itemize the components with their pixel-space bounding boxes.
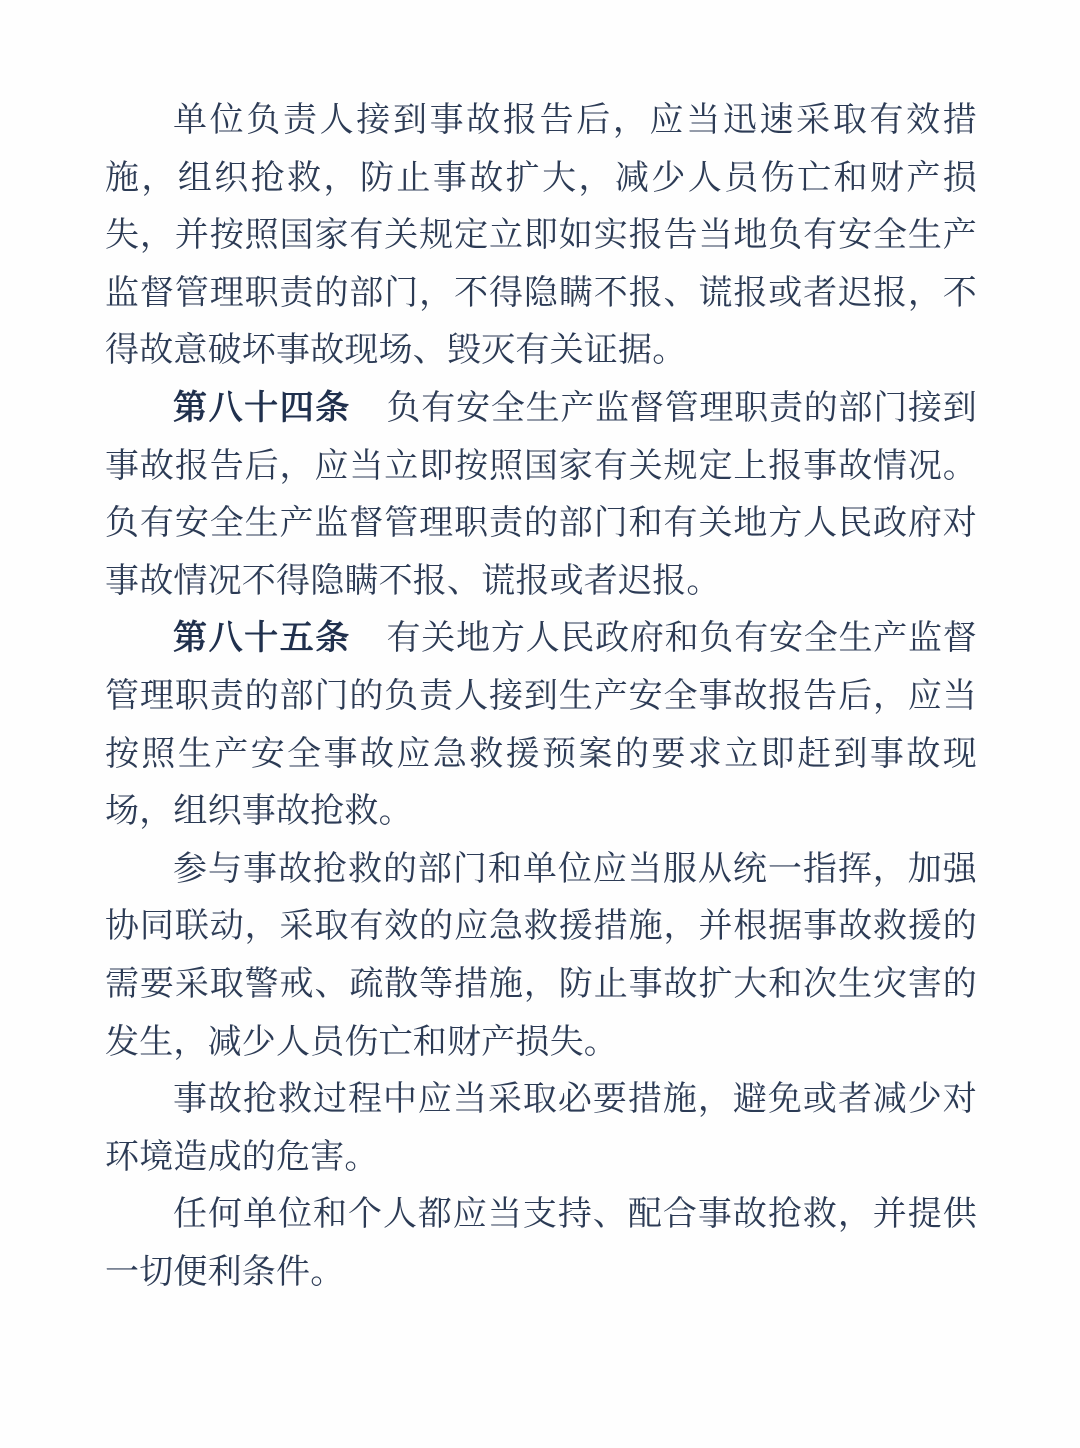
paragraph-text: 任何单位和个人都应当支持、配合事故抢救，并提供一切便利条件。 xyxy=(105,1196,977,1291)
paragraph xyxy=(105,841,977,1071)
paragraph-text: 负有安全生产监督管理职责的部门接到事故报告后，应当立即按照国家有关规定上报事故情况。负有安全生产监督管理职责的部门和有关地方人民政府对事故情况不得隐瞒不报、谎报或者迟报。 xyxy=(105,389,978,600)
paragraph-text: 单位负责人接到事故报告后，应当迅速采取有效措施，组织抢救，防止事故扩大，减少人员伤亡和财产损失，并按照国家有关规定立即如实报告当地负有安全生产监督管理职责的部门，不得隐瞒不报、谎报或者迟报，不得故意破坏事故现场、毁灭有关证据。 xyxy=(105,102,977,370)
paragraph-text: 事故抢救过程中应当采取必要措施，避免或者减少对环境造成的危害。 xyxy=(105,1081,977,1176)
document-text-block xyxy=(105,92,977,1301)
paragraph-text: 参与事故抢救的部门和单位应当服从统一指挥，加强协同联动，采取有效的应急救援措施，并根据事故救援的需要采取警戒、疏散等措施，防止事故扩大和次生灾害的发生，减少人员伤亡和财产损失。 xyxy=(105,850,977,1061)
article-number-label: 第八十四条 xyxy=(173,388,351,427)
paragraph-article-84 xyxy=(105,380,977,610)
article-number-label: 第八十五条 xyxy=(173,619,351,658)
paragraph xyxy=(105,1186,977,1301)
paragraph-text: 有关地方人民政府和负有安全生产监督管理职责的部门的负责人接到生产安全事故报告后，应当按照生产安全事故应急救援预案的要求立即赶到事故现场，组织事故抢救。 xyxy=(105,620,978,831)
paragraph-article-85 xyxy=(105,610,977,840)
paragraph xyxy=(105,1071,977,1186)
paragraph xyxy=(105,92,977,380)
